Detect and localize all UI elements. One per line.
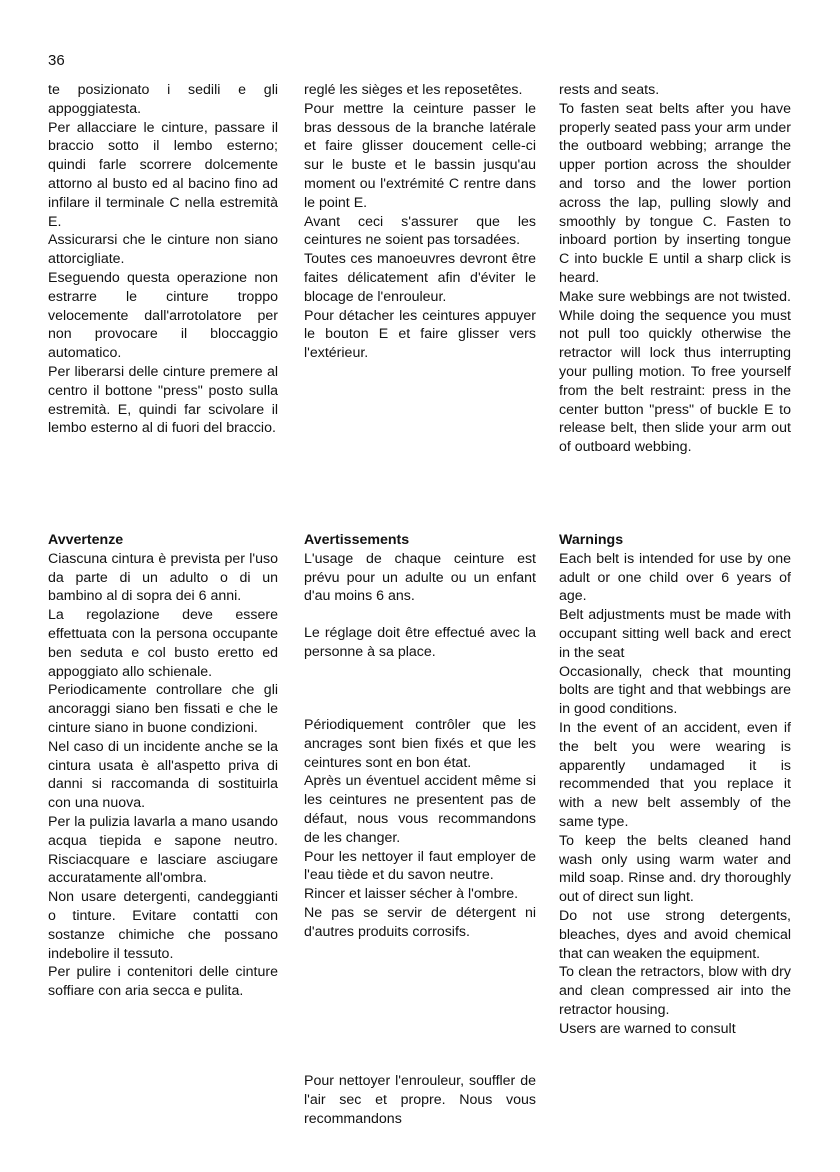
paragraph: Users are warned to consult bbox=[559, 1020, 736, 1037]
paragraph: Make sure webbings are not twisted. While doing the sequence you must not pull too quickly otherwise the retractor will lock thus interrupting your pulling motion. To free yourself from the belt restraint: press in the center button "press" of buckle E to release belt, then slide your arm out of outboard webbing. bbox=[559, 288, 791, 456]
paragraph: To fasten seat belts after you have properly seated pass your arm under the outboard webbing; arrange the upper portion across the shoulder and torso and the lower portion across the lap, pulling slowly and smoothly by tongue C. Fasten to inboard portion by inserting tongue C into buckle E until a sharp click is heard. bbox=[559, 100, 791, 286]
french-warnings-checks bbox=[304, 716, 536, 942]
paragraph: Occasionally, check that mounting bolts are tight and that webbings are in good conditions. bbox=[559, 663, 791, 718]
paragraph: Pour détacher les ceintures appuyer le bouton E et faire glisser vers l'extérieur. bbox=[304, 307, 536, 362]
paragraph: Rincer et laisser sécher à l'ombre. bbox=[304, 886, 519, 903]
paragraph: Each belt is intended for use by one adult or one child over 6 years of age. bbox=[559, 550, 791, 605]
italian-warnings bbox=[48, 531, 278, 1001]
paragraph: La regolazione deve essere effettuata con la persona occupante ben seduta e col busto eretto ed appoggiato allo schienale. bbox=[48, 607, 278, 680]
page-number: 36 bbox=[48, 52, 65, 69]
paragraph: Non usare detergenti, candeggianti o tinture. Evitare contatti con sostanze chimiche che possano indebolire il tessuto. bbox=[48, 889, 278, 962]
warnings-heading: Warnings bbox=[559, 532, 624, 548]
paragraph: Avant ceci s'assurer que les ceintures ne soient pas torsadées. bbox=[304, 213, 536, 249]
paragraph: L'usage de chaque ceinture est prévu pour un adulte ou un enfant d'au moins 6 ans. bbox=[304, 550, 536, 605]
paragraph: Toutes ces manoeuvres devront être faites délicatement afin d'éviter le blocage de l'enrouleur. bbox=[304, 251, 536, 305]
paragraph: Belt adjustments must be made with occupant sitting well back and erect in the seat bbox=[559, 607, 791, 661]
paragraph: Per pulire i contenitori delle cinture soffiare con aria secca e pulita. bbox=[48, 964, 278, 1000]
paragraph: reglé les sièges et les reposetêtes. bbox=[304, 82, 523, 98]
french-warnings bbox=[304, 531, 536, 606]
paragraph: Le réglage doit être effectué avec la personne à sa place. bbox=[304, 625, 536, 660]
paragraph: In the event of an accident, even if the belt you were wearing is apparently undamaged it is recommended that you replace it with a new belt assembly of the same type. bbox=[559, 719, 791, 830]
paragraph: Pour les nettoyer il faut employer de l'eau tiède et du savon neutre. bbox=[304, 848, 536, 884]
paragraph: Assicurarsi che le cinture non siano attorcigliate. bbox=[48, 232, 278, 268]
french-warnings-adjustment bbox=[304, 624, 536, 662]
paragraph: To keep the belts cleaned hand wash only using warm water and mild soap. Rinse and. dry thoroughly out of direct sun light. bbox=[559, 832, 791, 906]
paragraph: Per la pulizia lavarla a mano usando acqua tiepida e sapone neutro. Risciacquare e lasciare asciugare accuratamente all'ombra. bbox=[48, 813, 278, 887]
paragraph: Per allacciare le cinture, passare il braccio sotto il lembo esterno; quindi farle scorrere dolcemente attorno al busto ed al bacino fino ad infilare il terminale C nella estremità E. bbox=[48, 119, 278, 230]
paragraph: Eseguendo questa operazione non estrarre le cinture troppo velocemente dall'arrotolatore per non provocare il bloccaggio automatico. bbox=[48, 269, 278, 362]
french-warnings-retractor bbox=[304, 1072, 536, 1128]
paragraph: rests and seats. bbox=[559, 82, 660, 98]
paragraph: Do not use strong detergents, bleaches, dyes and avoid chemical that can weaken the equipment. bbox=[559, 907, 791, 962]
warnings-heading: Avertissements bbox=[304, 532, 410, 548]
paragraph: Pour nettoyer l'enrouleur, souffler de l'air sec et propre. Nous vous recommandons bbox=[304, 1073, 536, 1127]
english-intro bbox=[559, 81, 791, 457]
english-warnings bbox=[559, 531, 791, 1039]
paragraph: Nel caso di un incidente anche se la cintura usata è all'aspetto priva di danni si raccomanda di sostituirla con una nuova. bbox=[48, 738, 278, 812]
paragraph: Après un éventuel accident même si les ceintures ne presentent pas de défaut, nous vous recommandons de les changer. bbox=[304, 773, 536, 846]
paragraph: Ne pas se servir de détergent ni d'autres produits corrosifs. bbox=[304, 904, 536, 940]
paragraph: Périodiquement contrôler que les ancrages sont bien fixés et que les ceintures sont en bon état. bbox=[304, 717, 536, 771]
paragraph: Per liberarsi delle cinture premere al centro il bottone "press" posto sulla estremità. E, quindi far scivolare il lembo esterno al di fuori del braccio. bbox=[48, 363, 278, 437]
french-intro bbox=[304, 81, 536, 363]
paragraph: Ciascuna cintura è prevista per l'uso da parte di un adulto o di un bambino al di sopra dei 6 anni. bbox=[48, 550, 278, 605]
paragraph: To clean the retractors, blow with dry and clean compressed air into the retractor housing. bbox=[559, 964, 791, 1018]
warnings-heading: Avvertenze bbox=[48, 532, 124, 548]
italian-intro bbox=[48, 81, 278, 438]
paragraph: Pour mettre la ceinture passer le bras dessous de la branche latérale et faire glisser doucement celle-ci sur le buste et le bassin jusqu'au moment ou l'extrémité C rentre dans le point E. bbox=[304, 100, 536, 211]
paragraph: te posizionato i sedili e gli appoggiatesta. bbox=[48, 82, 278, 117]
paragraph: Periodicamente controllare che gli ancoraggi siano ben fissati e che le cinture siano in buone condizioni. bbox=[48, 682, 278, 736]
